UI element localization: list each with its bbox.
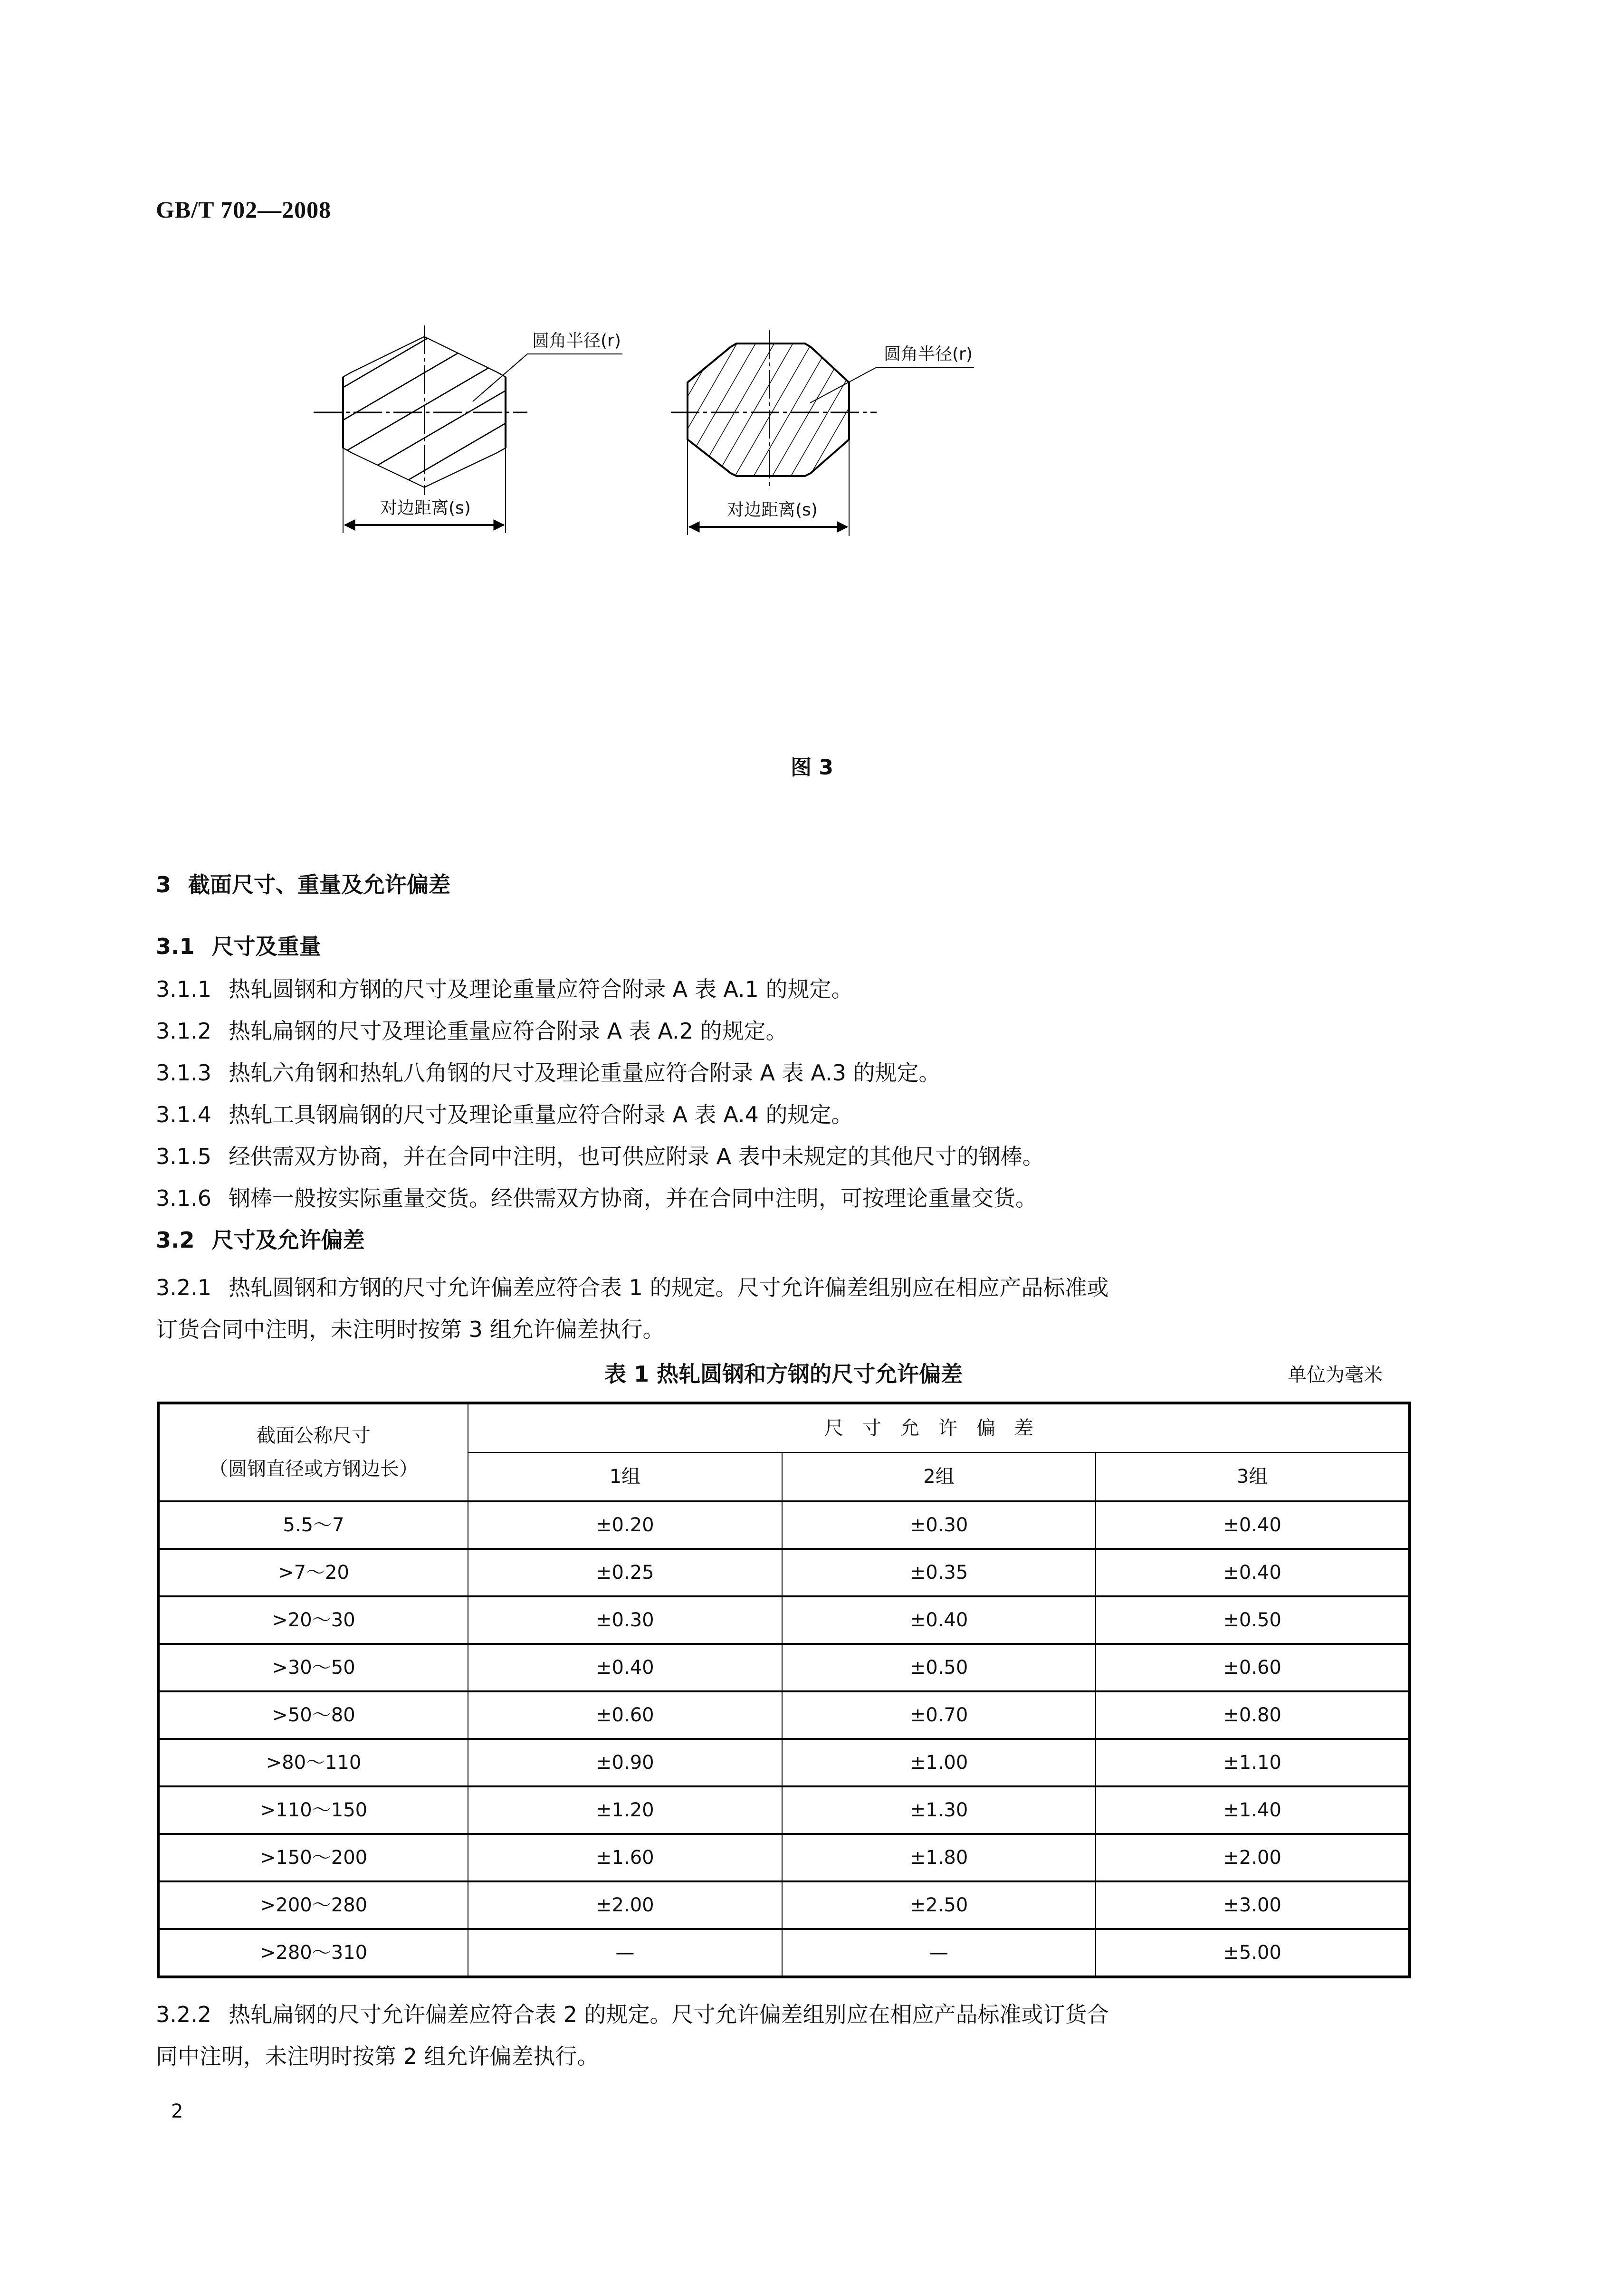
clause-3-1-3 bbox=[156, 1059, 941, 1087]
table-row bbox=[158, 1881, 1410, 1929]
cell-g1: ±1.60 bbox=[468, 1834, 782, 1881]
table-row bbox=[158, 1834, 1410, 1881]
heading-3-1 bbox=[156, 932, 321, 961]
heading-3-number: 3 bbox=[156, 872, 172, 897]
heading-3-2-title: 尺寸及允许偏差 bbox=[211, 1227, 365, 1253]
table-header-row bbox=[158, 1403, 1410, 1452]
cell-size: >280～310 bbox=[158, 1929, 468, 1977]
clause-text: 经供需双方协商，并在合同中注明，也可供应附录 A 表中未规定的其他尺寸的钢棒。 bbox=[229, 1144, 1044, 1169]
clause-text: 热轧圆钢和方钢的尺寸允许偏差应符合表 1 的规定。尺寸允许偏差组别应在相应产品标准或 bbox=[229, 1275, 1109, 1300]
header-tolerance: 尺寸允许偏差 bbox=[468, 1403, 1410, 1452]
heading-3-1-number: 3.1 bbox=[156, 934, 195, 959]
table-row bbox=[158, 1596, 1410, 1644]
cell-size: >150～200 bbox=[158, 1834, 468, 1881]
clause-text: 热轧工具钢扁钢的尺寸及理论重量应符合附录 A 表 A.4 的规定。 bbox=[229, 1102, 853, 1127]
clause-text: 同中注明，未注明时按第 2 组允许偏差执行。 bbox=[156, 2043, 599, 2069]
cell-g1: ±1.20 bbox=[468, 1786, 782, 1834]
cell-size: >110～150 bbox=[158, 1786, 468, 1834]
clause-number: 3.1.6 bbox=[156, 1185, 212, 1211]
cell-g3: ±1.10 bbox=[1096, 1739, 1410, 1786]
cell-g3: ±0.40 bbox=[1096, 1501, 1410, 1549]
clause-number: 3.1.4 bbox=[156, 1102, 212, 1127]
clause-text: 钢棒一般按实际重量交货。经供需双方协商，并在合同中注明，可按理论重量交货。 bbox=[229, 1185, 1038, 1211]
heading-3-title: 截面尺寸、重量及允许偏差 bbox=[188, 872, 451, 897]
cell-g3: ±0.80 bbox=[1096, 1691, 1410, 1739]
figure-3 bbox=[309, 309, 1354, 736]
standard-code: GB/T 702—2008 bbox=[156, 196, 332, 223]
cell-g2: ±1.30 bbox=[782, 1786, 1096, 1834]
cell-g2: ±0.35 bbox=[782, 1549, 1096, 1596]
table-1-title: 表 1 热轧圆钢和方钢的尺寸允许偏差 bbox=[604, 1361, 963, 1387]
cell-size: >7～20 bbox=[158, 1549, 468, 1596]
clause-number: 3.2.1 bbox=[156, 1275, 212, 1300]
octagon-width-label: 对边距离(s) bbox=[727, 500, 818, 520]
header-group-2: 2组 bbox=[782, 1452, 1096, 1501]
header-size-line2: （圆钢直径或方钢边长） bbox=[209, 1458, 418, 1480]
cell-g2: ±2.50 bbox=[782, 1881, 1096, 1929]
clause-text: 热轧扁钢的尺寸及理论重量应符合附录 A 表 A.2 的规定。 bbox=[229, 1018, 788, 1044]
cell-g1: — bbox=[468, 1929, 782, 1977]
cell-g2: ±1.80 bbox=[782, 1834, 1096, 1881]
clause-3-1-2 bbox=[156, 1017, 788, 1045]
cell-g1: ±0.60 bbox=[468, 1691, 782, 1739]
cell-size: 5.5～7 bbox=[158, 1501, 468, 1549]
clause-text: 热轧扁钢的尺寸允许偏差应符合表 2 的规定。尺寸允许偏差组别应在相应产品标准或订货合 bbox=[229, 2002, 1109, 2027]
clause-text: 订货合同中注明，未注明时按第 3 组允许偏差执行。 bbox=[156, 1317, 665, 1342]
clause-number: 3.2.2 bbox=[156, 2002, 212, 2027]
cell-size: >200～280 bbox=[158, 1881, 468, 1929]
cell-g3: ±1.40 bbox=[1096, 1786, 1410, 1834]
octagon-body bbox=[688, 344, 849, 476]
heading-3-2 bbox=[156, 1226, 365, 1254]
cell-g3: ±0.40 bbox=[1096, 1549, 1410, 1596]
figure-3-drawing bbox=[309, 309, 1354, 736]
cell-size: >50～80 bbox=[158, 1691, 468, 1739]
cell-g3: ±2.00 bbox=[1096, 1834, 1410, 1881]
hexagon-corner-label: 圆角半径(r) bbox=[532, 331, 621, 351]
table-row bbox=[158, 1739, 1410, 1786]
cell-g3: ±0.60 bbox=[1096, 1644, 1410, 1691]
clause-text: 热轧六角钢和热轧八角钢的尺寸及理论重量应符合附录 A 表 A.3 的规定。 bbox=[229, 1060, 941, 1086]
clause-3-2-1-line1 bbox=[156, 1273, 1109, 1302]
header-group-3: 3组 bbox=[1096, 1452, 1410, 1501]
heading-3-1-title: 尺寸及重量 bbox=[211, 934, 321, 959]
table-row bbox=[158, 1786, 1410, 1834]
clause-number: 3.1.2 bbox=[156, 1018, 212, 1044]
table-1 bbox=[157, 1402, 1411, 1978]
cell-size: >30～50 bbox=[158, 1644, 468, 1691]
cell-g1: ±0.20 bbox=[468, 1501, 782, 1549]
clause-3-2-1-line2 bbox=[156, 1315, 665, 1344]
cell-g3: ±5.00 bbox=[1096, 1929, 1410, 1977]
clause-3-1-1 bbox=[156, 975, 853, 1003]
table-row bbox=[158, 1501, 1410, 1549]
clause-3-2-2-line2 bbox=[156, 2042, 599, 2071]
cell-g1: ±0.30 bbox=[468, 1596, 782, 1644]
heading-3 bbox=[156, 870, 450, 899]
table-row bbox=[158, 1549, 1410, 1596]
cell-g3: ±3.00 bbox=[1096, 1881, 1410, 1929]
cell-g1: ±0.40 bbox=[468, 1644, 782, 1691]
clause-3-1-4 bbox=[156, 1100, 853, 1129]
clause-text: 热轧圆钢和方钢的尺寸及理论重量应符合附录 A 表 A.1 的规定。 bbox=[229, 976, 853, 1002]
cell-g1: ±2.00 bbox=[468, 1881, 782, 1929]
clause-3-2-2-line1 bbox=[156, 2000, 1109, 2029]
clause-3-1-6 bbox=[156, 1184, 1037, 1212]
cell-g2: ±0.70 bbox=[782, 1691, 1096, 1739]
cell-g2: ±1.00 bbox=[782, 1739, 1096, 1786]
table-row bbox=[158, 1691, 1410, 1739]
table-row bbox=[158, 1644, 1410, 1691]
cell-g1: ±0.90 bbox=[468, 1739, 782, 1786]
header-size-line1: 截面公称尺寸 bbox=[257, 1425, 371, 1447]
clause-number: 3.1.1 bbox=[156, 976, 212, 1002]
cell-g2: ±0.50 bbox=[782, 1644, 1096, 1691]
page-number: 2 bbox=[171, 2100, 183, 2122]
cell-g2: ±0.40 bbox=[782, 1596, 1096, 1644]
header-size bbox=[158, 1403, 468, 1501]
hexagon-width-label: 对边距离(s) bbox=[380, 498, 471, 518]
cell-g3: ±0.50 bbox=[1096, 1596, 1410, 1644]
cell-g2: ±0.30 bbox=[782, 1501, 1096, 1549]
octagon-corner-label: 圆角半径(r) bbox=[884, 344, 973, 364]
table-1-caption-row bbox=[156, 1360, 1411, 1388]
cell-size: >20～30 bbox=[158, 1596, 468, 1644]
table-row bbox=[158, 1929, 1410, 1977]
clause-number: 3.1.3 bbox=[156, 1060, 212, 1086]
cell-g2: — bbox=[782, 1929, 1096, 1977]
figure-caption: 图 3 bbox=[791, 755, 833, 780]
table-1-unit: 单位为毫米 bbox=[1288, 1362, 1383, 1388]
header-group-1: 1组 bbox=[468, 1452, 782, 1501]
cell-size: >80～110 bbox=[158, 1739, 468, 1786]
clause-number: 3.1.5 bbox=[156, 1144, 212, 1169]
cell-g1: ±0.25 bbox=[468, 1549, 782, 1596]
clause-3-1-5 bbox=[156, 1142, 1044, 1171]
heading-3-2-number: 3.2 bbox=[156, 1227, 195, 1253]
